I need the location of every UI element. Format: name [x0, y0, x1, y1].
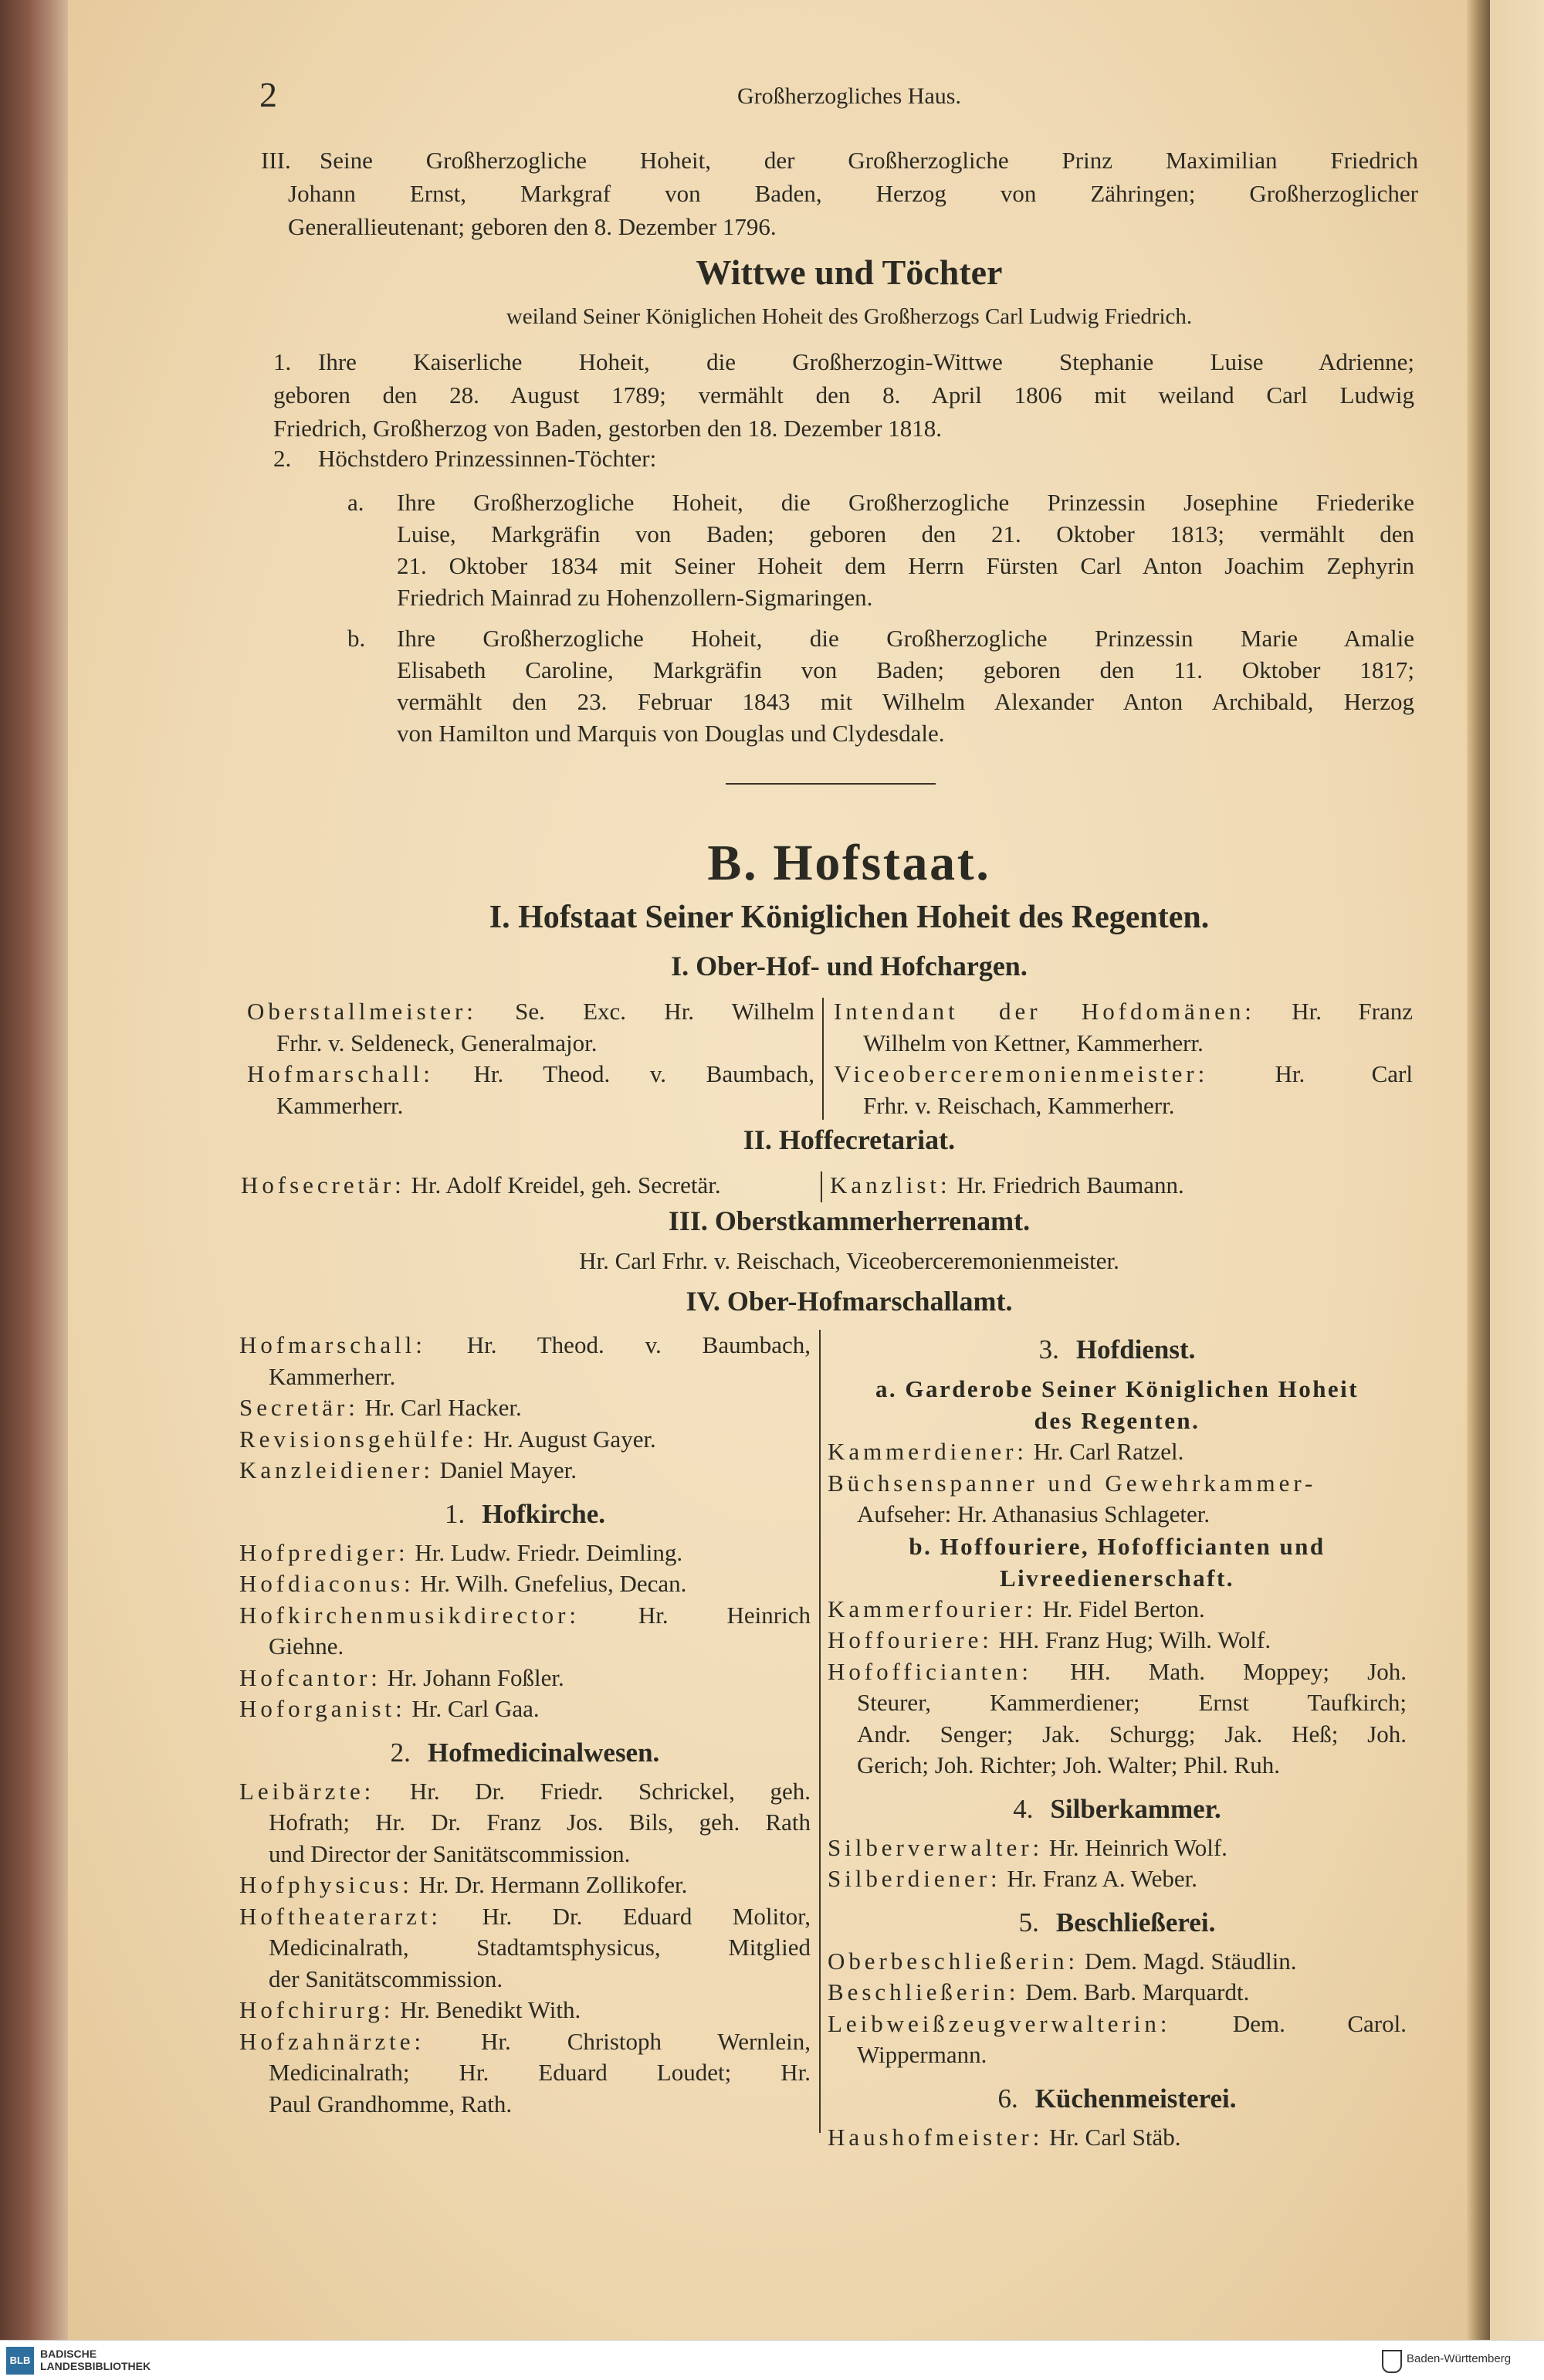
list-item-2	[273, 442, 1414, 475]
staff-name: Dem. Magd. Stäudlin.	[1084, 1947, 1297, 1975]
entry-first-line	[834, 996, 1413, 1028]
sub-item-a	[347, 487, 1414, 613]
item-text: Höchstdero Prinzessinnen-Töchter:	[318, 445, 657, 472]
staff-entry	[239, 1538, 811, 1569]
book-gutter	[1467, 0, 1490, 2340]
staff-name: Hr. Carl	[1275, 1060, 1413, 1087]
staff-title: Kammerdiener:	[828, 1438, 1028, 1465]
staff-entry	[828, 1946, 1407, 1978]
entry-continuation: Giehne.	[269, 1632, 344, 1660]
staff-name: Hr. Heinrich	[638, 1601, 811, 1629]
staff-title: Hoffouriere:	[828, 1626, 993, 1653]
staff-name: HH. Math. Moppey; Joh.	[1070, 1657, 1407, 1685]
entry-continuation: Hofrath; Hr. Dr. Franz Jos. Bils, geh. Rath	[269, 1809, 811, 1836]
text-line: Generallieutenant; geboren den 8. Dezember 1796.	[288, 213, 777, 240]
heading-number: 1.	[444, 1498, 466, 1529]
footer-bar	[0, 2340, 1544, 2380]
page-number: 2	[259, 75, 277, 114]
item-text: Seine Großherzogliche Hoheit, der Großherzogliche Prinz Maximilian Friedrich	[320, 147, 1418, 174]
staff-title: Hofphysicus:	[239, 1871, 413, 1898]
item-number: III.	[261, 147, 291, 174]
staff-entry	[239, 1693, 811, 1725]
text-line: vermählt den 23. Februar 1843 mit Wilhelm Alexander Anton Archibald, Herzog	[397, 688, 1414, 715]
column-divider	[821, 1171, 822, 1202]
staff-title: Hofchirurg:	[239, 1996, 394, 2023]
item-number: 2.	[273, 445, 292, 472]
sec4-left-column	[239, 1330, 811, 2120]
entry-continuation: Wilhelm von Kettner, Kammerherr.	[863, 1029, 1204, 1056]
entry-first-line	[828, 1594, 1407, 1626]
entry-continuation: Kammerherr.	[276, 1091, 404, 1119]
section-divider	[726, 783, 936, 785]
staff-title: Viceoberceremonienmeister:	[834, 1060, 1209, 1087]
staff-name: Hr. Carl Hacker.	[364, 1394, 522, 1421]
text-line: Johann Ernst, Markgraf von Baden, Herzog von Zähringen; Großherzoglicher	[288, 180, 1418, 207]
entry-first-line	[239, 1455, 811, 1487]
staff-title: Oberbeschließerin:	[828, 1947, 1079, 1975]
text-line	[347, 487, 1414, 518]
heading-title: Küchenmeisterei.	[1034, 2083, 1237, 2114]
subheading-line: des Regenten.	[1034, 1407, 1200, 1434]
staff-title: Leibweißzeugverwalterin:	[828, 2009, 1171, 2037]
staff-title: Hoftheaterarzt:	[239, 1902, 442, 1930]
staff-entry	[828, 1656, 1407, 1782]
sec4-right-column	[828, 1322, 1407, 2153]
staff-name: Hr. Christoph Wernlein,	[481, 2027, 811, 2055]
entry-first-line	[239, 1330, 811, 1361]
staff-entry	[241, 1170, 816, 1202]
text-line: Elisabeth Caroline, Markgräfin von Baden; geboren den 11. Oktober 1817;	[397, 656, 1414, 683]
staff-title: Revisionsgehülfe:	[239, 1425, 478, 1453]
staff-title: Hofprediger:	[239, 1538, 409, 1566]
entry-first-line	[239, 2026, 811, 2058]
staff-entry	[828, 1832, 1407, 1864]
staff-name: Daniel Mayer.	[439, 1456, 577, 1483]
staff-entry	[828, 1625, 1407, 1656]
entry-first-line	[828, 1436, 1407, 1468]
heading-number: 6.	[997, 2083, 1018, 2114]
column-section-heading	[828, 1792, 1407, 1826]
heading-title: Hofdienst.	[1075, 1334, 1196, 1365]
staff-entry	[828, 1977, 1407, 2009]
entry-continuation: Steurer, Kammerdiener; Ernst Taufkirch;	[857, 1689, 1407, 1716]
entry-first-line	[830, 1170, 1409, 1202]
sec3-line: Hr. Carl Frhr. v. Reischach, Viceoberceremonienmeister.	[579, 1247, 1119, 1274]
entry-first-line	[239, 1776, 811, 1808]
staff-entry	[828, 1594, 1407, 1626]
heading-title: Hofkirche.	[482, 1498, 605, 1529]
column-section-heading	[828, 1333, 1407, 1367]
heading-title: Silberkammer.	[1050, 1793, 1221, 1824]
entry-first-line	[239, 1568, 811, 1600]
staff-title: Silberverwalter:	[828, 1833, 1044, 1861]
sec1-left-column	[247, 996, 814, 1121]
entry-continuation: Frhr. v. Reischach, Kammerherr.	[863, 1091, 1175, 1119]
text-line	[273, 345, 1414, 378]
list-item-1	[273, 345, 1414, 445]
entry-first-line	[239, 1538, 811, 1569]
text-line	[261, 144, 1418, 177]
entry-first-line	[241, 1170, 816, 1202]
staff-name: Hr. Carl Gaa.	[411, 1695, 540, 1722]
staff-title: Leibärzte:	[239, 1777, 375, 1805]
staff-name: Hr. Carl Stäb.	[1049, 2123, 1181, 2151]
text-line: Luise, Markgräfin von Baden; geboren den 21. Oktober 1813; vermählt den	[397, 520, 1414, 548]
staff-title: Kanzleidiener:	[239, 1456, 434, 1483]
staff-entry	[239, 1870, 811, 1901]
staff-entry	[239, 1568, 811, 1600]
staff-entry	[239, 1330, 811, 1392]
entry-first-line	[828, 2009, 1407, 2040]
staff-title: Hofzahnärzte:	[239, 2027, 425, 2055]
entry-first-line	[828, 1863, 1407, 1895]
staff-title: Büchsenspanner und Gewehrkammer-	[828, 1469, 1317, 1497]
staff-name: Hr. Franz	[1292, 998, 1414, 1025]
subheading-line: a. Garderobe Seiner Königlichen Hoheit	[875, 1375, 1359, 1402]
text-line: Friedrich, Großherzog von Baden, gestorben den 18. Dezember 1818.	[273, 415, 943, 442]
hofstaat-subtitle: I. Hofstaat Seiner Königlichen Hoheit des Regenten.	[489, 900, 1210, 935]
staff-entry	[828, 1468, 1407, 1531]
staff-title: Hofofficianten:	[828, 1657, 1032, 1685]
entry-first-line	[239, 1600, 811, 1632]
entry-continuation: Wippermann.	[857, 2041, 987, 2068]
entry-first-line	[828, 1625, 1407, 1656]
staff-entry	[239, 1424, 811, 1456]
heading-number: 2.	[390, 1737, 411, 1768]
heading-title: Beschließerei.	[1055, 1907, 1216, 1938]
entry-first-line	[828, 1977, 1407, 2009]
entry-first-line	[828, 1832, 1407, 1864]
staff-title: Haushofmeister:	[828, 2123, 1044, 2151]
staff-name: Hr. Theod. v. Baumbach,	[466, 1331, 811, 1358]
staff-title: Beschließerin:	[828, 1978, 1020, 2005]
entry-continuation: Andr. Senger; Jak. Schurgg; Jak. Heß; Joh.	[857, 1720, 1407, 1748]
staff-title: Hofkirchenmusikdirector:	[239, 1601, 580, 1629]
sec3-heading: III. Oberstkammerherrenamt.	[668, 1205, 1031, 1236]
wittwe-subtitle: weiland Seiner Königlichen Hoheit des Großherzogs Carl Ludwig Friedrich.	[506, 304, 1193, 329]
item-number: a.	[347, 489, 364, 516]
wittwe-heading: Wittwe und Töchter	[696, 253, 1003, 292]
item-number: b.	[347, 625, 366, 652]
entry-continuation: Kammerherr.	[269, 1362, 396, 1390]
staff-entry	[239, 2026, 811, 2121]
staff-title: Hofmarschall:	[247, 1060, 434, 1087]
entry-continuation: Medicinalrath, Stadtamtsphysicus, Mitglied	[269, 1934, 811, 1961]
entry-continuation: Medicinalrath; Hr. Eduard Loudet; Hr.	[269, 2059, 811, 2086]
staff-name: Dem. Carol.	[1232, 2009, 1407, 2037]
staff-name: Hr. Fidel Berton.	[1042, 1595, 1205, 1622]
staff-entry	[828, 1863, 1407, 1895]
sec4-heading: IV. Ober-Hofmarschallamt.	[686, 1286, 1013, 1317]
library-name	[40, 2348, 151, 2372]
staff-entry	[828, 1436, 1407, 1468]
state-name: Baden-Württemberg	[1407, 2352, 1512, 2365]
sec1-heading: I. Ober-Hof- und Hofchargen.	[671, 951, 1028, 981]
staff-name: Hr. Dr. Friedr. Schrickel, geh.	[409, 1777, 811, 1805]
staff-title: Hofmarschall:	[239, 1331, 426, 1358]
entry-first-line	[239, 1693, 811, 1725]
text-line	[347, 622, 1414, 654]
item-text: Ihre Kaiserliche Hoheit, die Großherzogin-Wittwe Stephanie Luise Adrienne;	[318, 348, 1414, 375]
column-section-heading	[239, 1736, 811, 1770]
column-divider	[819, 1330, 821, 2133]
text-line	[273, 442, 1414, 475]
staff-entry	[828, 2122, 1407, 2154]
staff-entry	[834, 1059, 1413, 1121]
column-section-heading	[239, 1497, 811, 1531]
staff-name: Hr. Wilh. Gnefelius, Decan.	[420, 1570, 687, 1597]
hofstaat-title: B. Hofstaat.	[707, 835, 991, 891]
staff-name: Hr. August Gayer.	[482, 1425, 656, 1453]
staff-entry	[239, 1995, 811, 2026]
staff-name: Hr. Adolf Kreidel, geh. Secretär.	[411, 1171, 721, 1198]
staff-name: Hr. Franz A. Weber.	[1007, 1865, 1197, 1892]
staff-entry	[830, 1170, 1409, 1202]
text-line: von Hamilton und Marquis von Douglas und Clydesdale.	[397, 720, 945, 747]
staff-title: Intendant der Hofdomänen:	[834, 998, 1255, 1025]
entry-first-line	[239, 1663, 811, 1694]
entry-first-line	[828, 1946, 1407, 1978]
sec2-heading: II. Hoffecretariat.	[743, 1124, 956, 1155]
staff-name: Se. Exc. Hr. Wilhelm	[515, 998, 814, 1025]
staff-entry	[239, 1663, 811, 1694]
column-subheading	[828, 1373, 1407, 1436]
staff-entry	[828, 2009, 1407, 2071]
text-line: geboren den 28. August 1789; vermählt den 8. April 1806 mit weiland Carl Ludwig	[273, 381, 1414, 409]
entry-first-line	[828, 1468, 1407, 1500]
entry-continuation: und Director der Sanitätscommission.	[269, 1839, 631, 1867]
staff-name: HH. Franz Hug; Wilh. Wolf.	[998, 1626, 1271, 1653]
entry-continuation: der Sanitätscommission.	[269, 1965, 503, 1992]
item-number: 1.	[273, 348, 292, 375]
subheading-line: Livreedienerschaft.	[1000, 1564, 1234, 1592]
staff-entry	[834, 996, 1413, 1059]
staff-entry	[239, 1901, 811, 1995]
column-section-heading	[828, 2082, 1407, 2116]
staff-name: Hr. Carl Ratzel.	[1033, 1438, 1184, 1465]
sec2-right-column	[830, 1170, 1409, 1202]
entry-first-line	[247, 1059, 814, 1090]
item-text: Ihre Großherzogliche Hoheit, die Großherzogliche Prinzessin Josephine Friederike	[397, 489, 1414, 516]
entry-continuation: Aufseher: Hr. Athanasius Schlageter.	[857, 1500, 1210, 1527]
staff-name: Hr. Heinrich Wolf.	[1048, 1833, 1227, 1861]
entry-first-line	[828, 1656, 1407, 1688]
staff-name: Hr. Theod. v. Baumbach,	[473, 1060, 814, 1087]
staff-title: Secretär:	[239, 1394, 359, 1421]
entry-first-line	[828, 2122, 1407, 2154]
staff-name: Hr. Benedikt With.	[400, 1996, 581, 2023]
entry-first-line	[247, 996, 814, 1028]
entry-continuation: Frhr. v. Seldeneck, Generalmajor.	[276, 1029, 598, 1056]
staff-entry	[239, 1776, 811, 1870]
staff-entry	[239, 1392, 811, 1424]
entry-first-line	[239, 1392, 811, 1424]
staff-title: Hofdiaconus:	[239, 1570, 415, 1597]
running-title: Großherzogliches Haus.	[737, 83, 961, 109]
staff-title: Hofcantor:	[239, 1663, 381, 1691]
heading-number: 5.	[1018, 1907, 1039, 1938]
staff-entry	[239, 1600, 811, 1663]
item-text: Ihre Großherzogliche Hoheit, die Großherzogliche Prinzessin Marie Amalie	[397, 625, 1414, 652]
sec1-right-column	[834, 996, 1413, 1121]
staff-name: Hr. Friedrich Baumann.	[957, 1171, 1184, 1198]
entry-first-line	[239, 1901, 811, 1933]
staff-title: Silberdiener:	[828, 1865, 1001, 1892]
staff-name: Hr. Johann Foßler.	[387, 1663, 564, 1691]
column-divider	[822, 998, 824, 1120]
library-name-line1: BADISCHE	[40, 2348, 97, 2360]
library-name-line2: LANDESBIBLIOTHEK	[40, 2360, 151, 2372]
entry-first-line	[239, 1424, 811, 1456]
text-line: 21. Oktober 1834 mit Seiner Hoheit dem Herrn Fürsten Carl Anton Joachim Zephyrin	[397, 552, 1414, 579]
paragraph-iii	[261, 144, 1418, 243]
blb-logo: BLB	[6, 2347, 34, 2375]
staff-title: Kanzlist:	[830, 1171, 951, 1198]
sub-item-b	[347, 622, 1414, 749]
staff-title: Hoforganist:	[239, 1695, 406, 1722]
staff-name: Hr. Dr. Eduard Molitor,	[482, 1902, 811, 1930]
entry-first-line	[239, 1870, 811, 1901]
sec2-left-column	[241, 1170, 816, 1202]
text-line: Friedrich Mainrad zu Hohenzollern-Sigmaringen.	[397, 584, 873, 611]
staff-name: Hr. Ludw. Friedr. Deimling.	[415, 1538, 683, 1566]
staff-entry	[239, 1455, 811, 1487]
entry-first-line	[239, 1995, 811, 2026]
entry-continuation: Paul Grandhomme, Rath.	[269, 2090, 513, 2117]
staff-name: Hr. Dr. Hermann Zollikofer.	[418, 1871, 688, 1898]
heading-title: Hofmedicinalwesen.	[427, 1737, 660, 1768]
column-section-heading	[828, 1906, 1407, 1940]
staff-title: Hofsecretär:	[241, 1171, 405, 1198]
staff-name: Dem. Barb. Marquardt.	[1025, 1978, 1250, 2005]
heading-number: 3.	[1038, 1334, 1059, 1365]
staff-entry	[247, 1059, 814, 1121]
subheading-line: b. Hoffouriere, Hofofficianten und	[909, 1532, 1326, 1560]
column-subheading	[828, 1531, 1407, 1594]
heading-number: 4.	[1013, 1793, 1034, 1824]
facing-page-edge	[1490, 0, 1544, 2340]
staff-entry	[247, 996, 814, 1059]
book-cover-edge	[0, 0, 71, 2340]
state-crest-icon	[1382, 2350, 1402, 2373]
entry-first-line	[834, 1059, 1413, 1090]
entry-continuation: Gerich; Joh. Richter; Joh. Walter; Phil. Ruh.	[857, 1751, 1280, 1778]
staff-title: Kammerfourier:	[828, 1595, 1037, 1622]
staff-title: Oberstallmeister:	[247, 998, 477, 1025]
